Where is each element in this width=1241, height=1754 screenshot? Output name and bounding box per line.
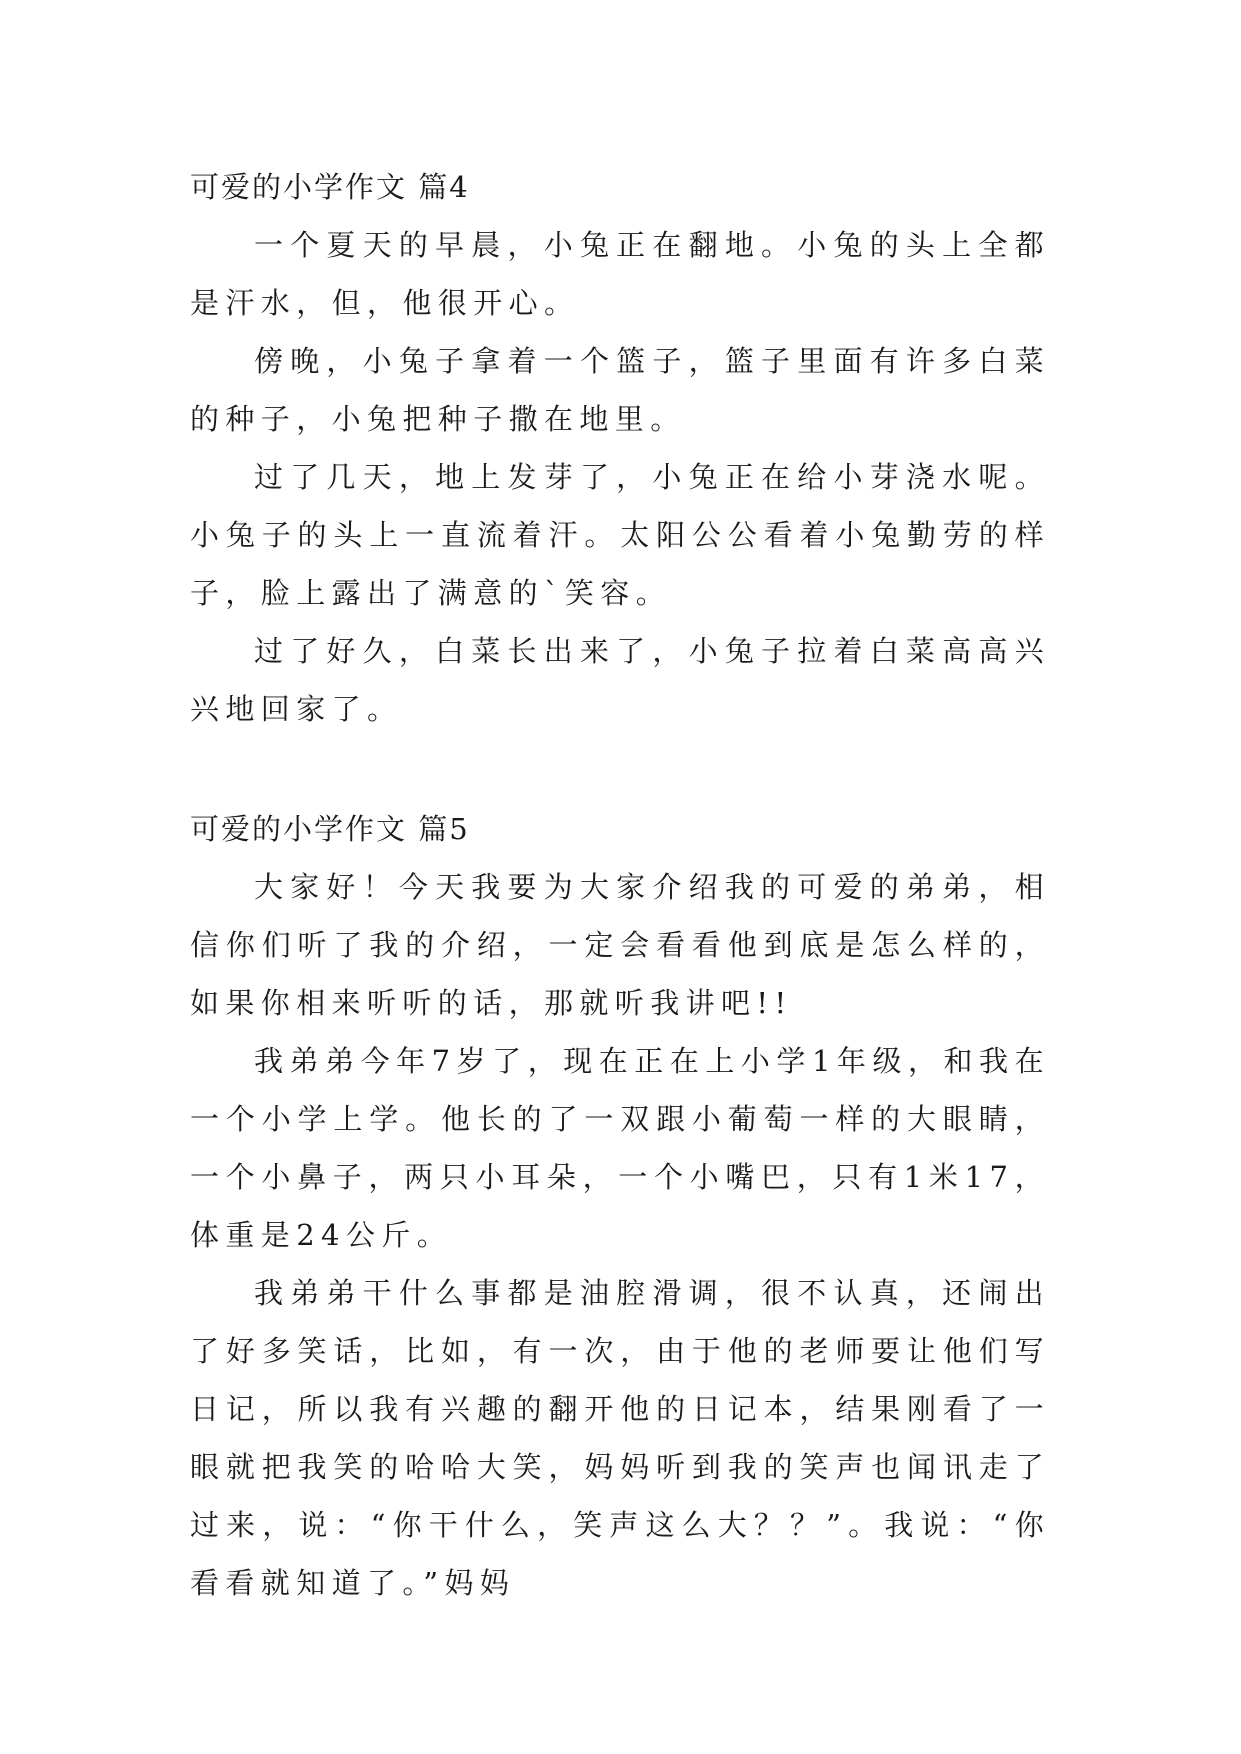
section-title: 可爱的小学作文 篇4: [190, 170, 470, 204]
essay-section-4: [190, 158, 1050, 738]
paragraph: 我弟弟干什么事都是油腔滑调，很不认真，还闹出了好多笑话，比如，有一次，由于他的老师要让他们写日记，所以我有兴趣的翻开他的日记本，结果刚看了一眼就把我笑的哈哈大笑，妈妈听到我的笑声也闻讯走了过来，说：“你干什么，笑声这么大？？”。我说：“你看看就知道了。”妈妈: [190, 1276, 1050, 1600]
section-title: 可爱的小学作文 篇5: [190, 812, 470, 846]
paragraph: 一个夏天的早晨，小兔正在翻地。小兔的头上全都是汗水，但，他很开心。: [190, 228, 1050, 320]
document-page: [190, 158, 1050, 1612]
section-spacer: [190, 738, 1050, 800]
paragraph: 大家好！今天我要为大家介绍我的可爱的弟弟，相信你们听了我的介绍，一定会看看他到底是怎么样的，如果你相来听听的话，那就听我讲吧!!: [190, 870, 1050, 1020]
paragraph: 过了几天，地上发芽了，小兔正在给小芽浇水呢。小兔子的头上一直流着汗。太阳公公看着小兔勤劳的样子，脸上露出了满意的`笑容。: [190, 460, 1050, 610]
paragraph: 过了好久，白菜长出来了，小兔子拉着白菜高高兴兴地回家了。: [190, 634, 1050, 726]
paragraph: 傍晚，小兔子拿着一个篮子，篮子里面有许多白菜的种子，小兔把种子撒在地里。: [190, 344, 1050, 436]
essay-section-5: [190, 800, 1050, 1612]
paragraph: 我弟弟今年7岁了，现在正在上小学1年级，和我在一个小学上学。他长的了一双跟小葡萄一样的大眼睛，一个小鼻子，两只小耳朵，一个小嘴巴，只有1米17，体重是24公斤。: [190, 1044, 1050, 1252]
